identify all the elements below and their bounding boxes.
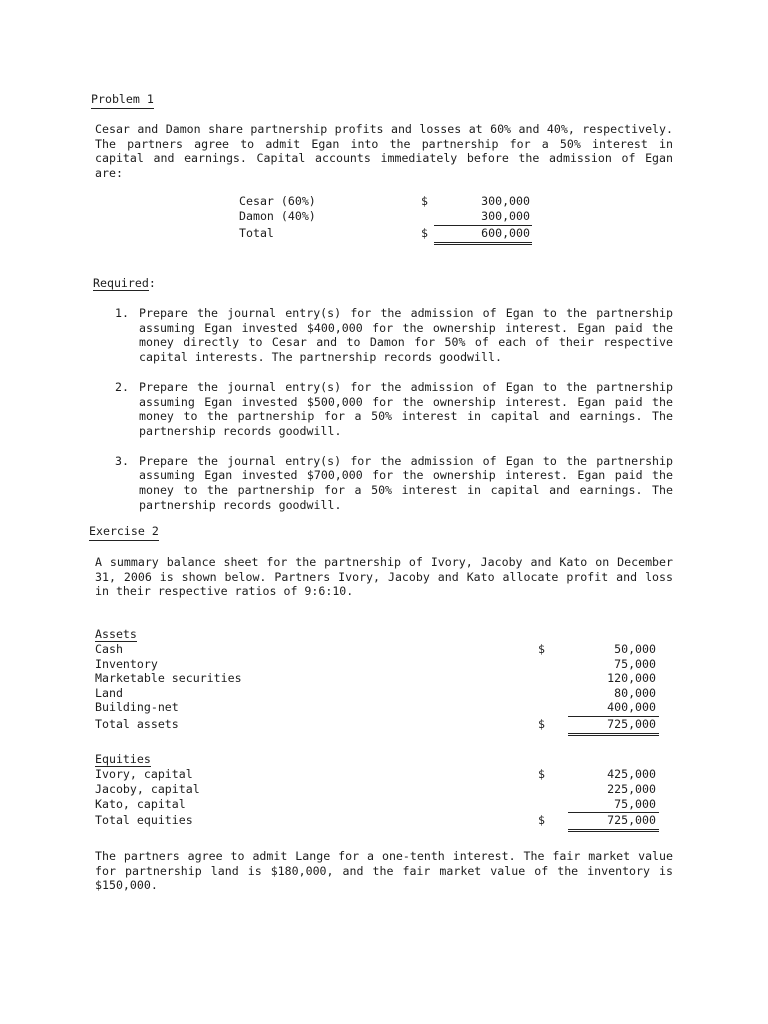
asset-label-total: Total assets — [95, 717, 179, 731]
equity-amount-kato: 75,000 — [614, 797, 656, 811]
problem-1-intro: Cesar and Damon share partnership profits and losses at 60% and 40%, respectively. The partners agree to admit Egan into the partnership for a 50% interest in capital and earnings. Capital accounts immediately before the admission of Egan are: — [95, 122, 673, 181]
required-item-2 — [93, 380, 673, 439]
equity-amount-ivory: 425,000 — [607, 767, 656, 781]
asset-amount-building: 400,000 — [607, 700, 656, 714]
capital-currency-cesar: $ — [421, 194, 428, 208]
capital-currency-total: $ — [421, 226, 428, 240]
capital-amount-cesar: 300,000 — [481, 194, 530, 208]
exercise-2-heading: Exercise 2 — [89, 524, 159, 541]
equity-label-ivory: Ivory, capital — [95, 767, 193, 781]
asset-amount-total: 725,000 — [568, 716, 659, 736]
asset-amount-land: 80,000 — [614, 686, 656, 700]
capital-label-damon: Damon (40%) — [239, 209, 316, 223]
required-heading — [93, 276, 156, 291]
asset-label-building: Building-net — [95, 700, 179, 714]
capital-label-cesar: Cesar (60%) — [239, 194, 316, 208]
equity-label-jacoby: Jacoby, capital — [95, 782, 200, 796]
asset-currency-cash: $ — [538, 642, 545, 656]
exercise-2-closing: The partners agree to admit Lange for a one-tenth interest. The fair market value for partnership land is $180,000, and the fair market value of the inventory is $150,000. — [95, 849, 673, 893]
required-item-3 — [93, 454, 673, 513]
required-colon: : — [148, 276, 156, 290]
equity-label-kato: Kato, capital — [95, 797, 186, 811]
asset-label-land: Land — [95, 686, 123, 700]
asset-label-securities: Marketable securities — [95, 671, 242, 685]
required-list — [93, 306, 673, 527]
equity-currency-total: $ — [538, 813, 545, 827]
equity-amount-jacoby: 225,000 — [607, 782, 656, 796]
exercise-2-intro: A summary balance sheet for the partnership of Ivory, Jacoby and Kato on December 31, 2006 is shown below. Partners Ivory, Jacoby and Kato allocate profit and loss in their respective ratios of 9:6:10. — [95, 555, 673, 599]
required-item-1-text: Prepare the journal entry(s) for the admission of Egan to the partnership assuming Egan invested $400,000 for the ownership interest. Egan paid the money directly to Cesar and to Damon for 50% of each of their respective capital interests. The partnership records goodwill. — [139, 306, 673, 365]
equity-currency-ivory: $ — [538, 767, 545, 781]
required-item-1-number: 1. — [115, 306, 129, 320]
capital-amount-damon: 300,000 — [481, 209, 530, 223]
asset-amount-securities: 120,000 — [607, 671, 656, 685]
asset-currency-total: $ — [538, 717, 545, 731]
equity-label-total: Total equities — [95, 813, 193, 827]
asset-amount-cash: 50,000 — [614, 642, 656, 656]
capital-label-total: Total — [239, 226, 274, 240]
required-label: Required — [93, 276, 149, 290]
equities-heading: Equities — [95, 752, 151, 766]
capital-amount-total: 600,000 — [434, 225, 532, 245]
assets-heading: Assets — [95, 627, 137, 641]
required-item-2-text: Prepare the journal entry(s) for the admission of Egan to the partnership assuming Egan invested $500,000 for the ownership interest. Egan paid the money to the partnership for a 50% interest in capital and earnings. The partnership records goodwill. — [139, 379, 673, 438]
asset-label-cash: Cash — [95, 642, 123, 656]
required-item-1 — [93, 306, 673, 365]
required-item-2-number: 2. — [115, 379, 129, 394]
problem-1-heading: Problem 1 — [91, 92, 154, 109]
required-item-3-text: Prepare the journal entry(s) for the admission of Egan to the partnership assuming Egan invested $700,000 for the ownership interest. Egan paid the money to the partnership for a 50% interest in capital and earnings. The partnership records goodwill. — [139, 453, 673, 512]
asset-label-inventory: Inventory — [95, 657, 158, 671]
asset-amount-inventory: 75,000 — [614, 657, 656, 671]
equity-amount-total: 725,000 — [568, 812, 659, 832]
required-item-3-number: 3. — [115, 453, 129, 468]
